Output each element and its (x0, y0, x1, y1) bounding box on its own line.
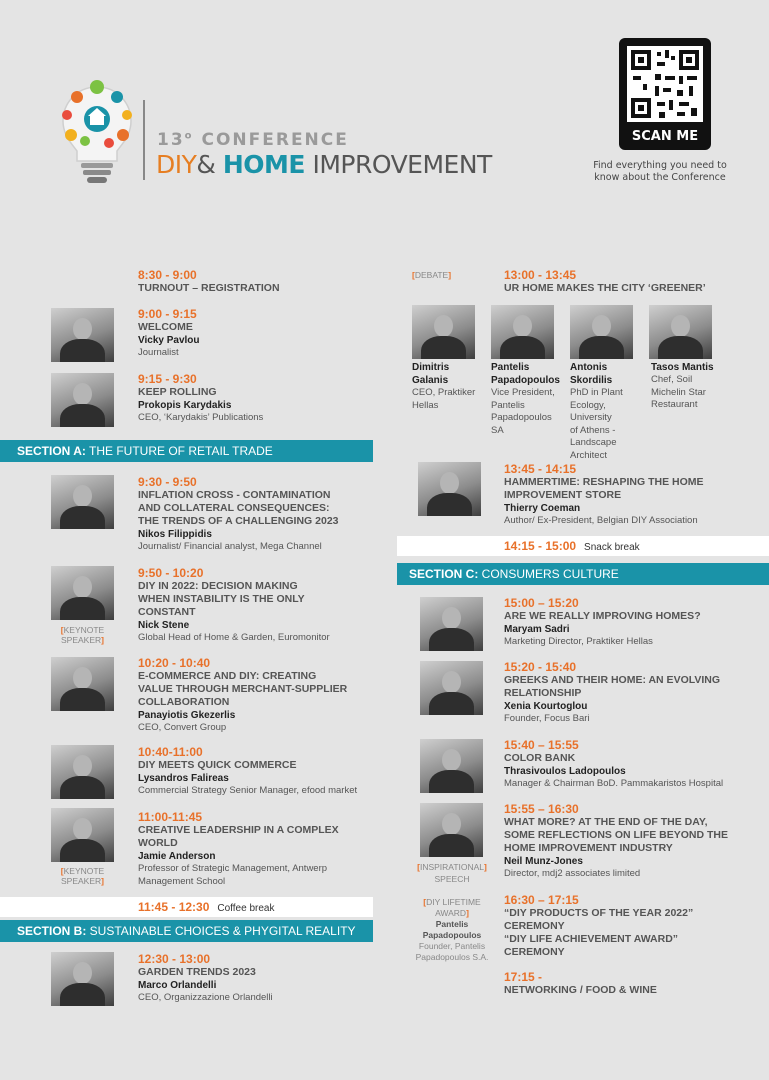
speaker-name: Xenia Kourtoglou (504, 701, 588, 712)
time: 15:40 – 15:55 (504, 738, 579, 752)
speaker-role: Marketing Director, Praktiker Hellas (504, 636, 653, 647)
break-label: Snack break (584, 542, 640, 553)
qr-caption: Find everything you need to know about the Conference (593, 160, 727, 183)
snack-break-bar (397, 536, 769, 556)
schedule-item-garden-trends (138, 952, 273, 1005)
schedule-item-ceremony (504, 893, 693, 959)
speaker-role: Founder, Focus Bari (504, 713, 590, 724)
time: 15:00 – 15:20 (504, 596, 579, 610)
header-divider (143, 100, 145, 180)
time: 13:00 - 13:45 (504, 268, 577, 282)
session-title: COLOR BANK (504, 752, 576, 764)
session-title: WORLD (138, 837, 178, 849)
panelist-photo-tasos-mantis (649, 305, 712, 359)
speaker-role: Professor of Strategic Management, Antwerp (138, 863, 328, 874)
session-title: THE TRENDS OF A CHALLENGING 2023 (138, 515, 339, 527)
speaker-photo-xenia-kourtoglou (420, 661, 483, 715)
section-a-header: SECTION A: THE FUTURE OF RETAIL TRADE (0, 440, 373, 462)
speaker-photo-jamie-anderson (51, 808, 114, 862)
schedule-item-networking (504, 970, 657, 997)
session-title: CEREMONY (504, 946, 565, 958)
speaker-name: Maryam Sadri (504, 624, 570, 635)
schedule-item-registration (138, 268, 280, 295)
time: 9:50 - 10:20 (138, 566, 204, 580)
conference-title: DIY& HOME IMPROVEMENT (156, 150, 492, 179)
schedule-item-quick-commerce (138, 745, 357, 798)
speaker-name: Marco Orlandelli (138, 980, 217, 991)
schedule-item-keep-rolling (138, 372, 263, 425)
session-title: CEREMONY (504, 920, 565, 932)
time: 15:20 - 15:40 (504, 660, 577, 674)
debate-tag: [DEBATE] (412, 270, 452, 280)
panelist-antonis-skordilis: Antonis Skordilis PhD in Plant Ecology, University of Athens - Landscape Architect (570, 362, 623, 461)
section-b-header: SECTION B: SUSTAINABLE CHOICES & PHYGITAL REALITY (0, 920, 373, 942)
schedule-item-hammertime (504, 462, 704, 528)
speaker-role: Director, mdj2 associates limited (504, 868, 641, 879)
session-title: NETWORKING / FOOD & WINE (504, 984, 657, 996)
session-title: GREEKS AND THEIR HOME: AN EVOLVING (504, 674, 721, 686)
time: 12:30 - 13:00 (138, 952, 211, 966)
speaker-role: CEO, ‘Karydakis’ Publications (138, 412, 264, 423)
qr-code-icon (627, 46, 703, 122)
scan-me-label: SCAN ME (631, 129, 699, 144)
session-title: “DIY LIFE ACHIEVEMENT AWARD” (504, 933, 679, 945)
session-title: DIY MEETS QUICK COMMERCE (138, 759, 297, 771)
speaker-role: Management School (138, 875, 226, 887)
coffee-break-bar (0, 897, 373, 917)
time: 11:45 - 12:30 (138, 900, 210, 914)
speaker-role: Manager & Chairman BoD. Pammakaristos Hospital (504, 778, 724, 789)
speaker-role: CEO, Convert Group (138, 722, 227, 733)
keynote-speaker-tag: [KEYNOTE SPEAKER] (60, 625, 105, 645)
schedule-item-debate (504, 268, 706, 295)
lightbulb-logo-icon (55, 75, 140, 187)
session-title: RELATIONSHIP (504, 687, 582, 699)
session-title: UR HOME MAKES THE CITY ‘GREENER’ (504, 282, 706, 294)
session-title: INFLATION CROSS - CONTAMINATION (138, 489, 331, 501)
session-title: CONSTANT (138, 606, 196, 618)
speaker-name: Vicky Pavlou (138, 335, 200, 346)
panelist-pantelis-papadopoulos: Pantelis Papadopoulos Vice President, Pantelis Papadopoulos SA (491, 362, 560, 436)
session-title: “DIY PRODUCTS OF THE YEAR 2022” (504, 907, 694, 919)
schedule-item-creative-leadership (138, 810, 339, 888)
time: 11:00-11:45 (138, 810, 203, 824)
qr-code[interactable] (619, 38, 711, 150)
schedule-item-inflation (138, 475, 339, 554)
speaker-name: Lysandros Falireas (138, 773, 229, 784)
speaker-photo-panayiotis-gkezerlis (51, 657, 114, 711)
speaker-photo-neil-munz-jones (420, 803, 483, 857)
panelist-tasos-mantis: Tasos Mantis Chef, Soil Michelin Star Restaurant (651, 362, 714, 410)
session-title: WHAT MORE? AT THE END OF THE DAY, (504, 816, 708, 828)
time: 10:40-11:00 (138, 745, 203, 759)
schedule-item-diy-2022 (138, 566, 330, 645)
time: 17:15 - (504, 970, 543, 984)
schedule-item-welcome (138, 307, 200, 360)
schedule-item-greeks-home (504, 660, 720, 726)
session-title: VALUE THROUGH MERCHANT-SUPPLIER (138, 683, 348, 695)
time: 9:15 - 9:30 (138, 372, 197, 386)
conference-number: 13$^o$ CONFERENCE (157, 130, 349, 150)
time: 8:30 - 9:00 (138, 268, 197, 282)
speaker-role: Author/ Ex-President, Belgian DIY Association (504, 515, 698, 526)
session-title: ARE WE REALLY IMPROVING HOMES? (504, 610, 701, 622)
schedule-item-ecommerce (138, 656, 347, 735)
speaker-name: Neil Munz-Jones (504, 856, 583, 867)
session-title: HOME IMPROVEMENT INDUSTRY (504, 842, 673, 854)
speaker-photo-lysandros-falireas (51, 745, 114, 799)
break-label: Coffee break (217, 903, 275, 914)
section-c-header: SECTION C: CONSUMERS CULTURE (397, 563, 769, 585)
speaker-name: Jamie Anderson (138, 851, 216, 862)
speaker-photo-vicky-pavlou (51, 308, 114, 362)
speaker-name: Nick Stene (138, 620, 190, 631)
session-title: HAMMERTIME: RESHAPING THE HOME (504, 476, 704, 488)
time: 16:30 – 17:15 (504, 893, 579, 907)
speaker-photo-prokopis-karydakis (51, 373, 114, 427)
session-title: E-COMMERCE AND DIY: CREATING (138, 670, 317, 682)
speaker-role: Commercial Strategy Senior Manager, efood market (138, 785, 358, 796)
session-title: GARDEN TRENDS 2023 (138, 966, 256, 978)
speaker-name: Panayiotis Gkezerlis (138, 710, 236, 721)
time: 9:30 - 9:50 (138, 475, 197, 489)
speaker-role: Journalist/ Financial analyst, Mega Channel (138, 541, 322, 552)
panelist-photo-pantelis-papadopoulos (491, 305, 554, 359)
session-title: IMPROVEMENT STORE (504, 489, 622, 501)
speaker-role: CEO, Organizzazione Orlandelli (138, 992, 273, 1003)
panelist-photo-dimitris-galanis (412, 305, 475, 359)
speaker-name: Thrasivoulos Ladopoulos (504, 766, 626, 777)
schedule-item-improving-homes (504, 596, 701, 649)
panelist-dimitris-galanis: Dimitris Galanis CEO, Praktiker Hellas (412, 362, 476, 411)
session-title: KEEP ROLLING (138, 386, 217, 398)
panelist-photo-antonis-skordilis (570, 305, 633, 359)
session-title: CREATIVE LEADERSHIP IN A COMPLEX (138, 824, 339, 836)
speaker-photo-marco-orlandelli (51, 952, 114, 1006)
session-title: WHEN INSTABILITY IS THE ONLY (138, 593, 305, 605)
time: 10:20 - 10:40 (138, 656, 211, 670)
session-title: WELCOME (138, 321, 193, 333)
session-title: DIY IN 2022: DECISION MAKING (138, 580, 298, 592)
speaker-photo-thierry-coeman (418, 462, 481, 516)
time: 15:55 – 16:30 (504, 802, 579, 816)
time: 14:15 - 15:00 (504, 539, 577, 553)
session-title: SOME REFLECTIONS ON LIFE BEYOND THE (504, 829, 729, 841)
schedule-item-color-bank (504, 738, 723, 791)
speaker-name: Nikos Filippidis (138, 529, 212, 540)
time: 9:00 - 9:15 (138, 307, 197, 321)
inspirational-speech-tag: [INSPIRATIONAL] SPEECH (417, 862, 487, 884)
session-title: AND COLLATERAL CONSEQUENCES: (138, 502, 330, 514)
speaker-photo-nikos-filippidis (51, 475, 114, 529)
speaker-role: Journalist (138, 347, 179, 358)
speaker-photo-nick-stene (51, 566, 114, 620)
time: 13:45 - 14:15 (504, 462, 577, 476)
session-title: COLLABORATION (138, 696, 230, 708)
speaker-photo-maryam-sadri (420, 597, 483, 651)
session-title: TURNOUT – REGISTRATION (138, 282, 280, 294)
speaker-name: Prokopis Karydakis (138, 400, 232, 411)
keynote-speaker-tag: [KEYNOTE SPEAKER] (60, 866, 105, 886)
diy-lifetime-award-tag: [DIY LIFETIME AWARD] Pantelis Papadopoulos Founder, Pantelis Papadopoulos S.A. (415, 897, 489, 962)
speaker-role: Global Head of Home & Garden, Euromonitor (138, 632, 330, 643)
schedule-item-what-more (504, 802, 728, 881)
speaker-name: Thierry Coeman (504, 503, 581, 514)
speaker-photo-thrasivoulos-ladopoulos (420, 739, 483, 793)
